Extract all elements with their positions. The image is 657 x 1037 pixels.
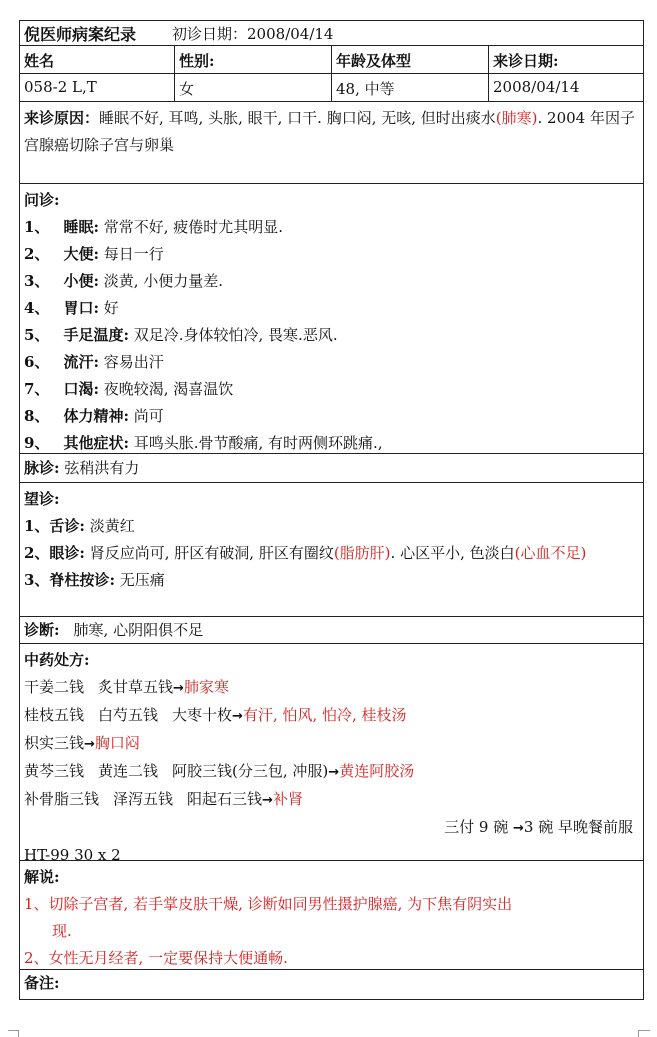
herb: 黄连二钱 — [98, 762, 159, 780]
spine-line — [24, 567, 639, 594]
dosage-instruction: 3 碗 早晚餐前服 — [523, 818, 633, 836]
inquiry-item-text: 双足冷.身体较怕冷, 畏寒.恶风. — [128, 326, 338, 344]
herb: 桂枝五钱 — [24, 706, 85, 724]
spine-text: 无压痛 — [114, 571, 165, 589]
inquiry-num: 9、 — [24, 434, 50, 452]
patient-value-row — [19, 74, 644, 102]
reason-history: . 2004 年因子宫腺癌切除子宫与卵巢 — [24, 109, 635, 154]
pulse-label: 脉诊: — [24, 459, 60, 477]
inquiry-item-label: 大便: — [63, 245, 99, 263]
diagnosis-label: 诊断: — [24, 621, 60, 639]
tongue-label: 1、舌诊: — [24, 517, 85, 535]
prescription-line — [24, 758, 639, 786]
herb: 阿胶三钱(分三包, 冲服) — [172, 762, 329, 780]
herb: 大枣十枚 — [172, 706, 233, 724]
prescription-line — [24, 702, 639, 730]
inquiry-item — [24, 349, 639, 376]
diagnosis-section — [19, 617, 644, 644]
inquiry-num: 1、 — [24, 218, 50, 236]
observe-label: 望诊: — [24, 490, 60, 508]
header-row — [19, 20, 644, 46]
herb: 干姜二钱 — [24, 678, 85, 696]
prescription-list — [24, 674, 639, 814]
inquiry-item-label: 口渴: — [63, 380, 99, 398]
explanation-text: 女性无月经者, 一定要保持大便通畅. — [48, 949, 288, 967]
prescription-result: 黄连阿胶汤 — [339, 762, 415, 780]
tongue-text: 淡黄红 — [84, 517, 135, 535]
pulse-section — [19, 454, 644, 483]
inquiry-section — [19, 184, 644, 454]
inquiry-num: 3、 — [24, 272, 50, 290]
inquiry-num: 2、 — [24, 245, 50, 263]
explanation-text: 切除子宫者, 若手掌皮肤干燥, 诊断如同男性摄护腺癌, 为下焦有阴实出 — [48, 895, 513, 913]
inquiry-item-text: 好 — [98, 299, 119, 317]
explanation-item — [24, 891, 639, 945]
name-label: 姓名 — [20, 46, 175, 73]
diagnosis-text: 肺寒, 心阴阳俱不足 — [73, 621, 204, 639]
inquiry-label: 问诊: — [24, 191, 60, 209]
dosage-amount: 三付 9 碗 — [444, 818, 509, 836]
spine-label: 3、脊柱按诊: — [24, 571, 115, 589]
arrow-icon: → — [513, 821, 524, 836]
prescription-result: 胸口闷 — [94, 734, 140, 752]
inquiry-item — [24, 322, 639, 349]
eye-line — [24, 540, 639, 567]
reason-text: 睡眠不好, 耳鸣, 头胀, 眼干, 口干. 胸口闷, 无咳, 但时出痰水 — [99, 109, 496, 127]
arrow-icon: → — [328, 765, 340, 780]
inquiry-item — [24, 430, 639, 457]
inquiry-item-text: 淡黄, 小便力量差. — [98, 272, 224, 290]
prescription-label: 中药处方: — [24, 651, 90, 669]
prescription-line — [24, 674, 639, 702]
age-label: 年龄及体型 — [332, 46, 489, 73]
explanation-text-cont: 现. — [52, 922, 72, 940]
inquiry-item-text: 夜晚较渴, 渴喜温饮 — [98, 380, 234, 398]
visit-date-label: 来诊日期: — [493, 52, 559, 70]
inquiry-item — [24, 268, 639, 295]
inquiry-item — [24, 295, 639, 322]
explanation-num: 1、 — [24, 895, 49, 913]
prescription-result: 补肾 — [272, 790, 303, 808]
explanation-num: 2、 — [24, 949, 49, 967]
notes-label: 备注: — [24, 974, 60, 992]
inquiry-item-label: 胃口: — [63, 299, 99, 317]
prescription-section — [19, 644, 644, 864]
herb: 泽泻五钱 — [113, 790, 174, 808]
reason-red-note: (肺寒) — [495, 109, 538, 127]
inquiry-item — [24, 403, 639, 430]
patient-visit-date: 2008/04/14 — [493, 78, 580, 96]
explanation-label: 解说: — [24, 868, 60, 886]
observe-section — [19, 483, 644, 617]
record-title: 倪医师病案纪录 — [24, 24, 137, 44]
patient-name: 058-2 L,T — [20, 74, 175, 101]
first-visit-date: 初诊日期：2008/04/14 — [172, 24, 334, 43]
prescription-line — [24, 730, 639, 758]
arrow-icon: → — [232, 709, 243, 724]
inquiry-item-text: 尚可 — [128, 407, 164, 425]
eye-text: 肾反应尚可, 肝区有破洞, 肝区有圈纹 — [84, 544, 334, 562]
inquiry-item — [24, 376, 639, 403]
pulse-text: 弦稍洪有力 — [59, 459, 140, 477]
inquiry-item-text: 常常不好, 疲倦时尤其明显. — [98, 218, 284, 236]
patient-label-row — [19, 46, 644, 74]
herb: 白芍五钱 — [98, 706, 159, 724]
gender-label: 性别: — [175, 46, 332, 73]
arrow-icon: → — [84, 737, 95, 752]
inquiry-num: 5、 — [24, 326, 50, 344]
eye-text-2: . 心区平小, 色淡白 — [390, 544, 515, 562]
inquiry-item-label: 睡眠: — [63, 218, 99, 236]
patient-gender: 女 — [175, 74, 332, 101]
herb: 补骨脂三钱 — [24, 790, 100, 808]
tongue-line — [24, 513, 639, 540]
inquiry-item-label: 其他症状: — [63, 434, 129, 452]
inquiry-item-text: 容易出汗 — [98, 353, 164, 371]
reason-label: 来诊原因： — [24, 109, 100, 127]
extra-prescription: HT-99 30 x 2 — [24, 846, 121, 864]
inquiry-item-label: 流汗: — [63, 353, 99, 371]
record-page — [19, 20, 644, 1000]
prescription-line — [24, 786, 639, 814]
inquiry-list — [24, 214, 639, 457]
inquiry-item-label: 体力精神: — [63, 407, 129, 425]
prescription-result: 有汗, 怕风, 怕冷, 桂枝汤 — [242, 706, 407, 724]
arrow-icon: → — [173, 681, 184, 696]
herb: 枳实三钱 — [24, 734, 85, 752]
eye-label: 2、眼诊: — [24, 544, 85, 562]
inquiry-item-text: 耳鸣头胀.骨节酸痛, 有时两侧环跳痛., — [128, 434, 383, 452]
inquiry-item-label: 手足温度: — [63, 326, 129, 344]
eye-red-note-1: (脂肪肝) — [333, 544, 391, 562]
reason-section — [19, 102, 644, 184]
inquiry-num: 8、 — [24, 407, 50, 425]
eye-red-note-2: (心血不足) — [514, 544, 587, 562]
inquiry-item-label: 小便: — [63, 272, 99, 290]
prescription-result: 肺家寒 — [183, 678, 229, 696]
herb: 阳起石三钱 — [187, 790, 263, 808]
explanation-section — [19, 861, 644, 970]
herb: 炙甘草五钱 — [98, 678, 174, 696]
explanation-item — [24, 945, 639, 972]
herb: 黄芩三钱 — [24, 762, 85, 780]
arrow-icon: → — [262, 793, 273, 808]
patient-age: 48, 中等 — [332, 74, 489, 101]
inquiry-item — [24, 241, 639, 268]
inquiry-item — [24, 214, 639, 241]
inquiry-item-text: 每日一行 — [98, 245, 164, 263]
inquiry-num: 4、 — [24, 299, 50, 317]
inquiry-num: 6、 — [24, 353, 50, 371]
notes-section — [19, 970, 644, 1000]
inquiry-num: 7、 — [24, 380, 50, 398]
dosage-line — [24, 814, 639, 842]
